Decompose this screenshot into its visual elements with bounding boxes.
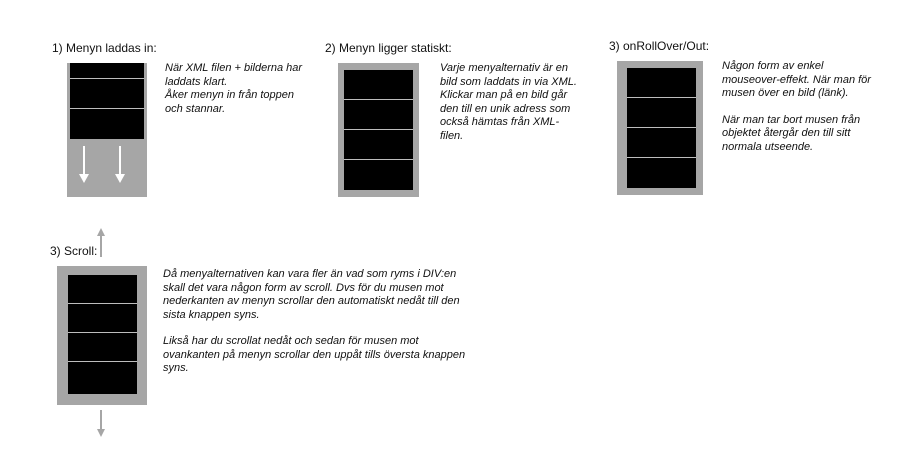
menu-item [627, 158, 696, 188]
description-paragraph: Någon form av enkel mouseover-effekt. När man för musen över en bild (länk). [722, 60, 871, 99]
menu-stack [70, 63, 144, 139]
menu-item [70, 109, 144, 139]
menu-item [627, 128, 696, 157]
description-paragraph: Varje menyalternativ är en bild som laddats in via XML. Klickar man på en bild går den till en unik adress som också hämtas från XML-filen. [440, 62, 577, 142]
section-2-description [440, 62, 580, 143]
menu-item [344, 130, 413, 159]
menu-item [344, 70, 413, 99]
menu-item [344, 100, 413, 129]
menu-item [627, 98, 696, 127]
section-1-description [165, 62, 305, 116]
section-2-frame [338, 63, 419, 197]
menu-item [70, 63, 144, 78]
menu-item [68, 275, 137, 303]
description-paragraph: Likså har du scrollat nedåt och sedan för musen mot ovankanten på menyn scrollar den uppåt tills översta knappen syns. [163, 335, 466, 374]
section-3-frame [617, 61, 703, 195]
description-paragraph: Åker menyn in från toppen och stannar. [165, 89, 295, 115]
description-paragraph: När XML filen + bilderna har laddats klart. [165, 62, 303, 88]
menu-item [627, 68, 696, 97]
menu-item [68, 362, 137, 394]
section-4-heading: 3) Scroll: [50, 244, 98, 258]
description-paragraph: När man tar bort musen från objektet återgår den till sitt normala utseende. [722, 113, 861, 153]
menu-stack [68, 275, 137, 394]
menu-item [344, 160, 413, 190]
description-paragraph: Då menyalternativen kan vara fler än vad som ryms i DIV:en skall det vara någon form av scroll. Dvs för du musen mot nederkanten av menyn scrollar den automatiskt nedåt till den sista knappen syns. [163, 268, 460, 321]
menu-stack [344, 70, 413, 190]
section-2-heading: 2) Menyn ligger statiskt: [325, 41, 452, 55]
section-3-description [722, 60, 872, 154]
down-arrow-icon [78, 146, 90, 184]
down-arrow-icon [114, 146, 126, 184]
menu-item [70, 79, 144, 108]
section-1-heading: 1) Menyn laddas in: [52, 41, 157, 55]
menu-item [68, 304, 137, 332]
section-4-description [163, 268, 478, 376]
up-arrow-icon [96, 228, 106, 258]
menu-stack [627, 68, 696, 188]
section-4-frame [57, 266, 147, 405]
down-arrow-icon [96, 410, 106, 438]
menu-item [68, 333, 137, 361]
section-3-heading: 3) onRollOver/Out: [609, 39, 710, 53]
